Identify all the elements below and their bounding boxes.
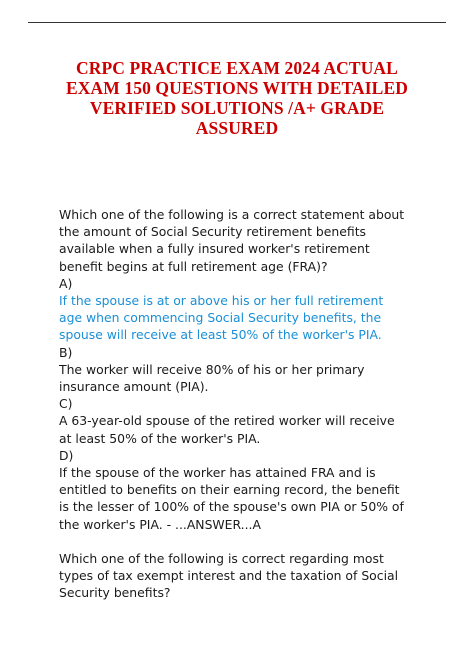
option-a-text: spouse will receive at least 50% of the worker's PIA.	[59, 327, 382, 343]
question-1	[59, 206, 438, 533]
option-d-text: the worker's PIA. - ...ANSWER...A	[59, 516, 261, 532]
title-line: EXAM 150 QUESTIONS WITH DETAILED	[66, 78, 408, 98]
question-2	[59, 550, 438, 602]
top-divider	[28, 22, 446, 23]
document-title	[36, 58, 438, 138]
question-1-text: Which one of the following is a correct statement about	[59, 207, 405, 222]
option-d-label: D)	[59, 447, 74, 463]
option-a-text: If the spouse is at or above his or her full retirement	[59, 293, 384, 309]
title-line: VERIFIED SOLUTIONS /A+ GRADE	[89, 98, 385, 118]
question-1-text: benefit begins at full retirement age (FRA)?	[59, 258, 328, 274]
question-2-text: Which one of the following is correct regarding most	[59, 550, 384, 566]
option-b-text: The worker will receive 80% of his or her primary	[59, 361, 365, 377]
title-line: ASSURED	[195, 118, 279, 138]
option-a-text: age when commencing Social Security benefits, the	[59, 310, 382, 326]
option-d-text: If the spouse of the worker has attained FRA and is	[59, 465, 376, 481]
option-d-text: is the lesser of 100% of the spouse's own PIA or 50% of	[59, 499, 404, 515]
option-a-label: A)	[59, 275, 73, 291]
question-2-text: Security benefits?	[59, 585, 171, 601]
question-1-text: the amount of Social Security retirement benefits	[59, 224, 367, 240]
option-c-label: C)	[59, 396, 73, 412]
question-content	[59, 206, 438, 601]
question-1-text: available when a fully insured worker's retirement	[59, 241, 370, 257]
option-b-label: B)	[59, 344, 73, 360]
option-b-text: insurance amount (PIA).	[59, 379, 209, 395]
option-c-text: at least 50% of the worker's PIA.	[59, 430, 261, 446]
paragraph-gap	[59, 533, 438, 550]
question-2-text: types of tax exempt interest and the taxation of Social	[59, 568, 399, 584]
title-line: CRPC PRACTICE EXAM 2024 ACTUAL	[76, 58, 398, 78]
option-c-text: A 63-year-old spouse of the retired worker will receive	[59, 413, 395, 429]
option-d-text: entitled to benefits on their earning record, the benefit	[59, 482, 400, 498]
